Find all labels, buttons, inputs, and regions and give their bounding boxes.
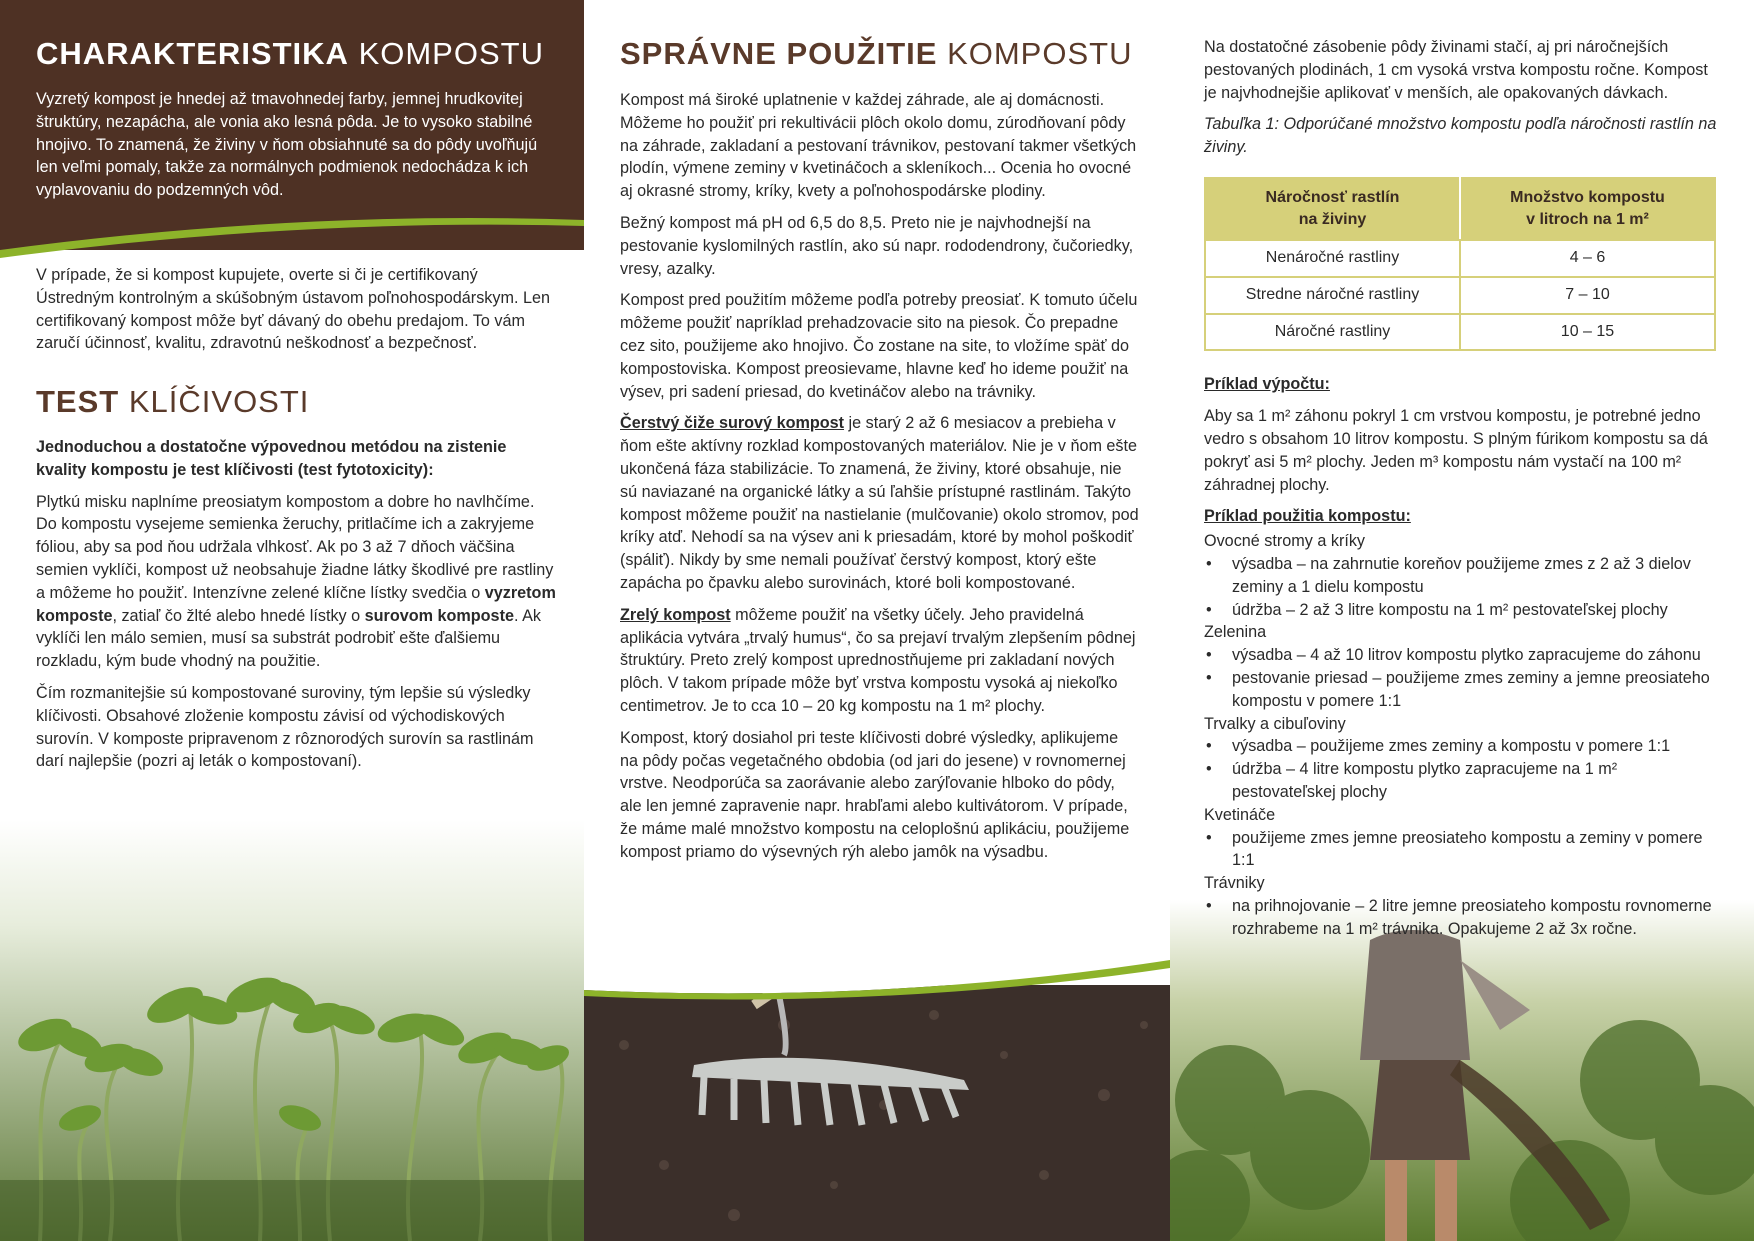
rake-soil-photo [584, 985, 1170, 1241]
dosage-text [1204, 36, 1724, 941]
section-heading-germination-test: TEST KLÍČIVOSTI [36, 384, 310, 419]
dosage-intro: Na dostatočné zásobenie pôdy živinami stačí, aj pri náročnejších pestovaných plodinách, 1 cm vysoká vrstva kompostu ročne. Kompost je najvhodnejšie aplikovať v menších, ale opakovaných dávkach. [1204, 38, 1708, 102]
group-vegetables [1204, 621, 1724, 712]
table-header-row [1205, 178, 1715, 240]
column-proper-use [584, 0, 1170, 1241]
group-name: Ovocné stromy a kríky [1204, 532, 1366, 551]
germination-test-text [36, 436, 556, 782]
list-item: • výsadba – na zahrnutie koreňov použijeme zmes z 2 až 3 dielov zeminy a 1 dielu kompostu [1204, 553, 1724, 599]
row-amount: 7 – 10 [1460, 277, 1715, 314]
section-heading-proper-use: SPRÁVNE POUŽITIE KOMPOSTU [620, 36, 1133, 71]
group-fruit-trees [1204, 530, 1724, 621]
table-caption: Tabuľka 1: Odporúčané množstvo kompostu podľa náročnosti rastlín na živiny. [1204, 115, 1717, 157]
row-plant: Nenáročné rastliny [1205, 240, 1460, 277]
test-result-note: Čím rozmanitejšie sú kompostované suroviny, tým lepšie sú výsledky klíčivosti. Obsahové zloženie kompostu závisí od východiskových surovín. V komposte pripravenom z rôznorodých surovín sa rastlinám darí najlepšie (pozri aj leták o kompostovaní). [36, 683, 534, 771]
compost-amount-table [1204, 177, 1716, 351]
usage-example-title: Príklad použitia kompostu: [1204, 507, 1411, 526]
table-row [1205, 277, 1715, 314]
usage-overview: Kompost má široké uplatnenie v každej záhrade, ale aj domácnosti. Môžeme ho použiť pri rekultivácii plôch okolo domu, zúrodňovaní pôdy na záhrade, zakladaní a pestovaní trávnikov, pestovaní takmer všetkých plodín, výmene zeminy v kvetináčoch a skleníkoch... Ocenia ho ovocné aj okrasné stromy, kríky, kvety a poľnohospodárske plodiny. [620, 91, 1137, 201]
list-item: • výsadba – použijeme zmes zeminy a kompostu v pomere 1:1 [1204, 735, 1724, 758]
ph-note: Bežný kompost má pH od 6,5 do 8,5. Preto nie je najvhodnejší na pestovanie kyslomilných rastlín, ako sú napr. rododendrony, čučoriedky, vresy, azalky. [620, 213, 1134, 278]
green-curve-divider-2 [584, 960, 1170, 1004]
application-paragraph: Kompost, ktorý dosiahol pri teste klíčivosti dobré výsledky, aplikujeme na pôdy počas vegetačného obdobia (od jari do jesene) v rovnomernej vrstve. Neodporúča sa zaorávanie alebo zarýľovanie hlboko do pôdy, ale len jemné zapravenie napr. hrabľami alebo kultivátorom. V prípade, že máme malé množstvo kompostu na celoplošnú aplikáciu, použijeme kompost priamo do výsevných rýh alebo jamôk na výsadbu. [620, 728, 1130, 861]
test-procedure: Plytkú misku naplníme preosiatym kompostom a dobre ho navlhčíme. Do kompostu vysejeme semienka žeruchy, pritlačíme ich a zakryjeme fóliou, aby sa pod ňou udržala vlhkosť. Ak po 3 až 7 dňoch väčšina semien vyklíči, kompost už neobsahuje žiadne látky škodlivé pre rastliny a môžeme ho použiť. Intenzívne zelené klíčne lístky svedčia o vyzretom komposte, zatiaľ čo žlté alebo hnedé lístky o surovom komposte. Ak vyklíči len málo semien, musí sa substrát podrobiť ešte ďalšiemu rozkladu, kým bude vhodný na použitie. [36, 492, 556, 671]
proper-use-text [620, 89, 1140, 873]
list-item: • údržba – 2 až 3 litre kompostu na 1 m² pestovateľskej plochy [1204, 599, 1724, 622]
seedlings-photo [0, 820, 584, 1241]
sieving-note: Kompost pred použitím môžeme podľa potreby preosiať. K tomuto účelu môžeme použiť napríklad prehadzovacie sito na piesok. Čo prepadne cez sito, použijeme ako hnojivo. Čo zostane na site, to vložíme späť do kompostoviska. Kompost preosievame, hlavne keď ho ideme použiť na výsev, pri sadení priesad, do kvetináčov alebo na trávniky. [620, 291, 1138, 401]
mature-compost-paragraph: Zrelý kompost môžeme použiť na všetky účely. Jeho pravidelná aplikácia vytvára „trvalý humus“, čo sa prejaví trvalým zlepšením pôdnej štruktúry. Preto zrelý kompost uprednostňujeme pri zakladaní nových plôch. V takom prípade môže byť vrstva kompostu vysoká aj niekoľko centimetrov. Je to cca 10 – 20 kg kompostu na 1 m² plochy. [620, 605, 1136, 715]
row-plant: Stredne náročné rastliny [1205, 277, 1460, 314]
calculation-text: Aby sa 1 m² záhonu pokryl 1 cm vrstvou kompostu, je potrebné jedno vedro s obsahom 10 litrov kompostu. S plným fúrikom kompostu sa dá pokryť asi 5 m² plochy. Jeden m³ kompostu nám vystačí na 100 m² záhradnej plochy. [1204, 407, 1708, 494]
test-lead: Jednoduchou a dostatočne výpovednou metódou na zistenie kvality kompostu je test klíčivosti (test fytotoxicity): [36, 438, 507, 479]
compost-spreading-photo [1170, 900, 1754, 1241]
group-name: Trávniky [1204, 874, 1265, 893]
header-amount: Množstvo kompostu v litroch na 1 m² [1460, 178, 1715, 240]
certification-paragraph: V prípade, že si kompost kupujete, overte si či je certifikovaný Ústredným kontrolným a skúšobným ústavom poľnohospodárskym. Len certifikovaný kompost môže byť dávaný do obehu predajom. To vám zaručí účinnosť, kvalitu, zdravotnú neškodnosť a bezpečnosť. [36, 266, 550, 353]
table-row [1205, 314, 1715, 351]
column-characteristics [0, 0, 584, 1241]
column-dosage [1170, 0, 1754, 1241]
list-item: • údržba – 4 litre kompostu plytko zapracujeme na 1 m² pestovateľskej plochy [1204, 758, 1724, 804]
group-name: Zelenina [1204, 623, 1267, 642]
group-name: Trvalky a cibuľoviny [1204, 714, 1346, 733]
list-item: • pestovanie priesad – použijeme zmes zeminy a jemne preosiateho kompostu v pomere 1:1 [1204, 667, 1724, 713]
fresh-compost-paragraph: Čerstvý čiže surový kompost je starý 2 až 6 mesiacov a prebieha v ňom ešte aktívny rozklad kompostovaných materiálov. Nie je v ňom ešte ukončená fáza stabilizácie. To znamená, že živiny, ktoré obsahuje, nie sú naviazané na organické látky a sú ľahšie prístupné rastlinám. Takýto kompost môžeme použiť na nastielanie (mulčovanie) okolo stromov, pod kríky atď. Nehodí sa na výsev ani k priesadám, ktoré by mohol poškodiť (spáliť). Nikdy by sme nemali používať čerstvý kompost, ktorý ešte zapácha po čpavku alebo surovinách, ktoré boli kompostované. [620, 414, 1139, 592]
group-pots [1204, 804, 1724, 872]
list-item: • výsadba – 4 až 10 litrov kompostu plytko zapracujeme do záhonu [1204, 644, 1724, 667]
green-curve-divider [0, 210, 584, 270]
section-heading-characteristics: CHARAKTERISTIKA KOMPOSTU [36, 36, 544, 71]
table-row [1205, 240, 1715, 277]
group-lawns [1204, 872, 1724, 940]
group-perennials [1204, 713, 1724, 804]
calculation-title: Príklad výpočtu: [1204, 375, 1330, 394]
list-item: • na prihnojovanie – 2 litre jemne preosiateho kompostu rovnomerne rozhrabeme na 1 m² trávnika. Opakujeme 2 až 3x ročne. [1204, 895, 1724, 941]
group-name: Kvetináče [1204, 805, 1276, 824]
row-amount: 10 – 15 [1460, 314, 1715, 351]
header-demand: Náročnosť rastlín na živiny [1205, 178, 1460, 240]
row-amount: 4 – 6 [1460, 240, 1715, 277]
row-plant: Náročné rastliny [1205, 314, 1460, 351]
list-item: • použijeme zmes jemne preosiateho kompostu a zeminy v pomere 1:1 [1204, 827, 1724, 873]
characteristics-intro: Vyzretý kompost je hnedej až tmavohnedej farby, jemnej hrudkovitej štruktúry, nezapácha, ale vonia ako lesná pôda. Je to vysoko stabilné hnojivo. To znamená, že živiny v ňom obsiahnuté sa do pôdy uvoľňujú len veľmi pomaly, takže za normálnych podmienok nedochádza k ich vyplavovaniu do podzemných vôd. [36, 90, 538, 200]
